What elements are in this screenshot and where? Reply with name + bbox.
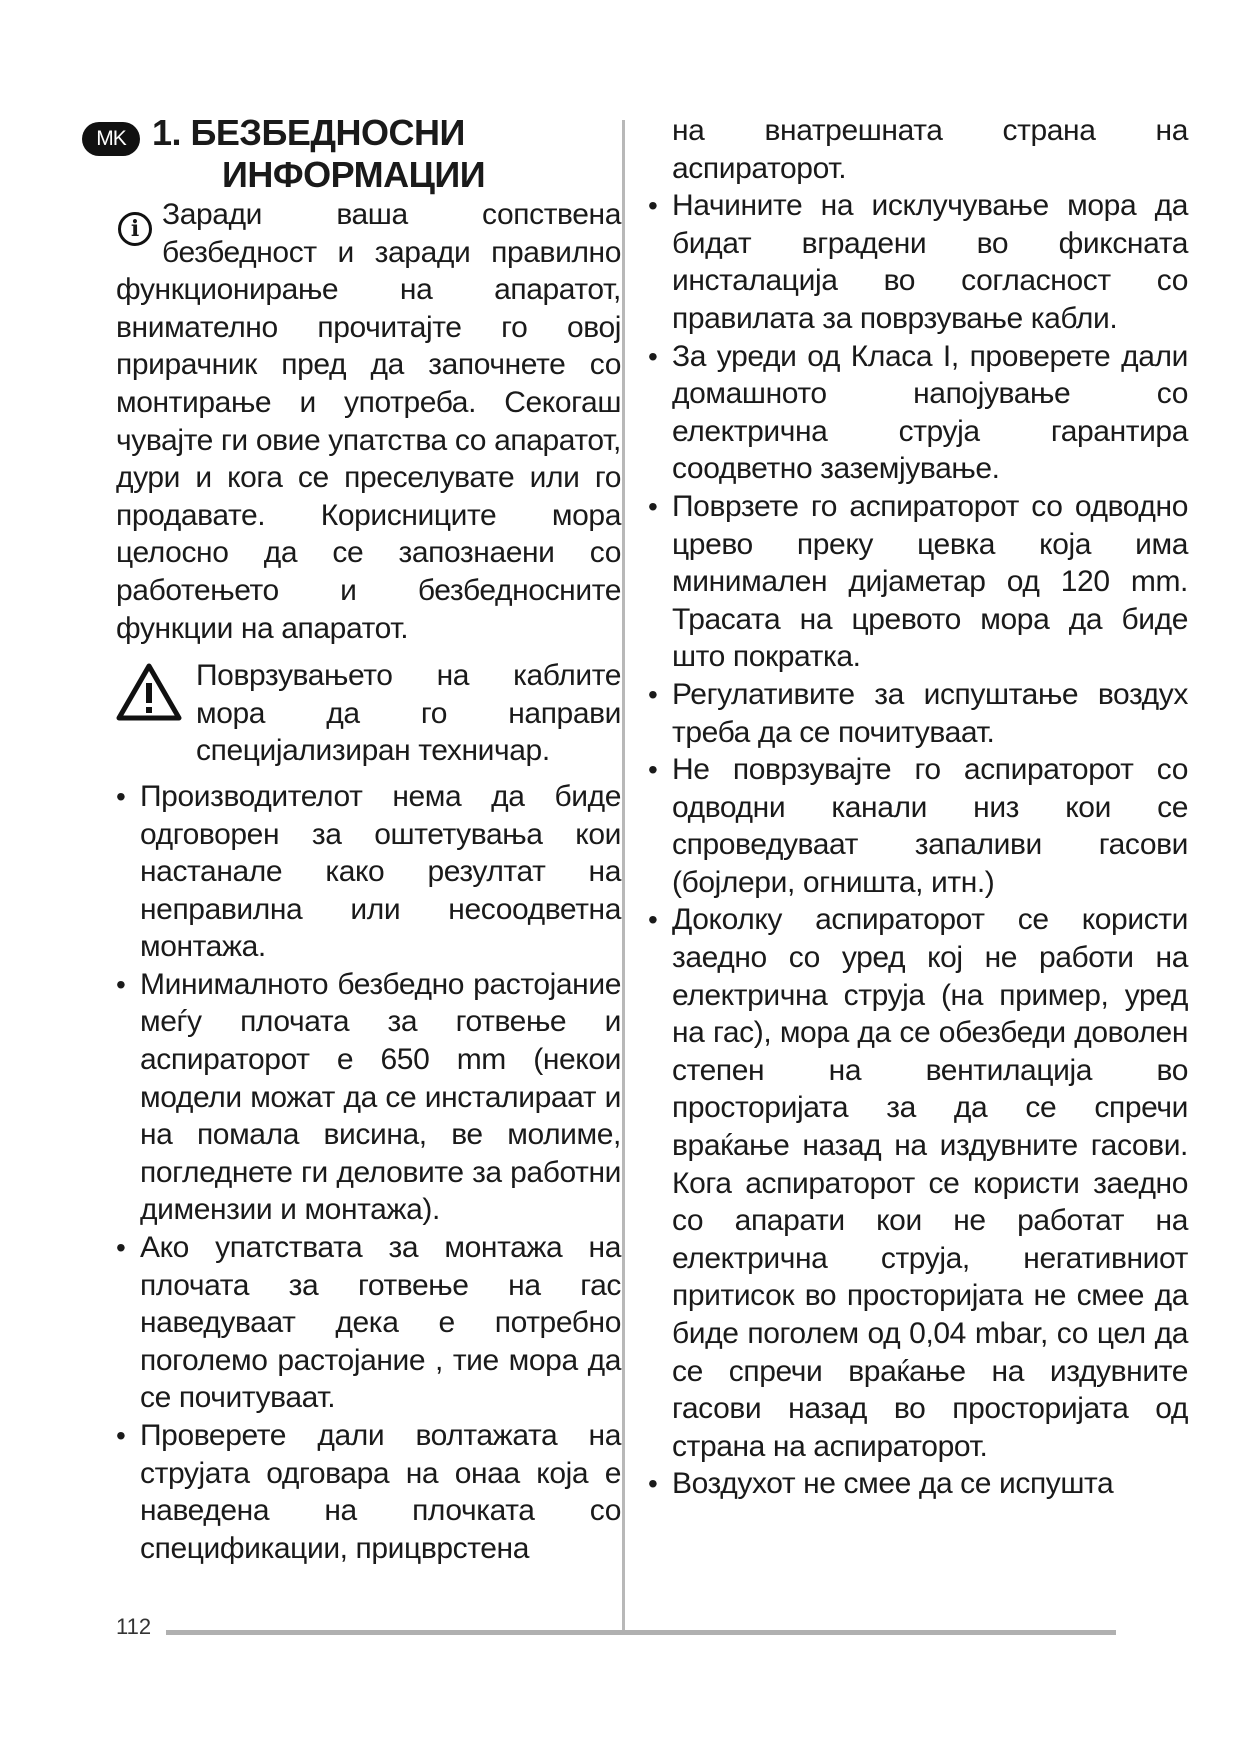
list-item: • Доколку аспираторот се користи заедно со уред кој не работи на електрична струја (на пример, уред на гас), мора да се обезбеди доволен степен на вентилација во просторијата за да се спречи враќање назад на издувните гасови. Кога аспираторот се користи заедно со апарати кои не работат на електрична струја, негативниот притисок во просторијата не смее да биде поголем од 0,04 mbar, со цел да се спречи враќање на издувните гасови назад во просторијата од страна на аспираторот. (648, 901, 1188, 1465)
list-item: • Воздухот не смее да се испушта (648, 1465, 1188, 1503)
intro-paragraph (116, 196, 621, 647)
list-item: • Проверете дали волтажата на струјата одговара на онаа која е наведена на плочката со спецификации, прицврстена (116, 1417, 621, 1567)
intro-text: Заради ваша сопствена безбедност и заради правилно функционирање на апаратот, внимателно прочитајте го овој прирачник пред да започнете со монтирање и употреба. Секогаш чувајте ги овие упатства со апаратот, дури и кога се преселувате или го продавате. Корисниците мора целосно да се запознаени со работењето и безбедносните функции на апаратот. (116, 198, 621, 645)
warning-text: Поврзувањето на каблите мора да го направи специјализиран техничар. (196, 659, 621, 768)
section-heading (96, 112, 621, 196)
heading-line-2: ИНФОРМАЦИИ (222, 154, 486, 195)
warning-block (116, 657, 621, 770)
right-bullet-list (648, 187, 1188, 1503)
footer-rule (166, 1630, 1116, 1635)
list-item: • Поврзете го аспираторот со одводно црево преку цевка која има минимален дијаметар од 120 mm. Трасата на цревото мора да биде што пократка. (648, 488, 1188, 676)
list-item: • Начините на исклучување мора да бидат вградени во фиксната инсталација во согласност со правилата за поврзување кабли. (648, 187, 1188, 337)
list-item: • Производителот нема да биде одговорен за оштетувања кои настанале како резултат на неправилна или несоодветна монтажа. (116, 778, 621, 966)
warning-triangle-icon (116, 663, 182, 721)
left-bullet-list (116, 778, 621, 1567)
info-icon: i (118, 212, 152, 246)
list-item: • Не поврзувајте го аспираторот со одводни канали низ кои се спроведуваат запаливи гасови (бојлери, огништа, итн.) (648, 751, 1188, 901)
heading-line-1: 1. БЕЗБЕДНОСНИ (152, 112, 465, 153)
continued-text: на внатрешната страна на аспираторот. (672, 114, 1188, 185)
language-badge: MK (82, 122, 140, 156)
list-item: • За уреди од Класа I, проверете дали домашното напојување со електрична струја гарантира соодветно заземјување. (648, 338, 1188, 488)
list-item: • Минималното безбедно растојание меѓу плочата за готвење и аспираторот е 650 mm (некои модели можат да се инсталираат и на помала висина, ве молиме, погледнете ги деловите за работни димензии и монтажа). (116, 966, 621, 1229)
page-number: 112 (116, 1614, 152, 1639)
list-item: • Ако упатствата за монтажа на плочата за готвење на гас наведуваат дека е потребно поголемо растојание , тие мора да се почитуваат. (116, 1229, 621, 1417)
right-column (648, 112, 1188, 1503)
column-divider (622, 120, 625, 1630)
left-column (96, 112, 621, 1567)
list-item: • Регулативите за испуштање воздух треба да се почитуваат. (648, 676, 1188, 751)
